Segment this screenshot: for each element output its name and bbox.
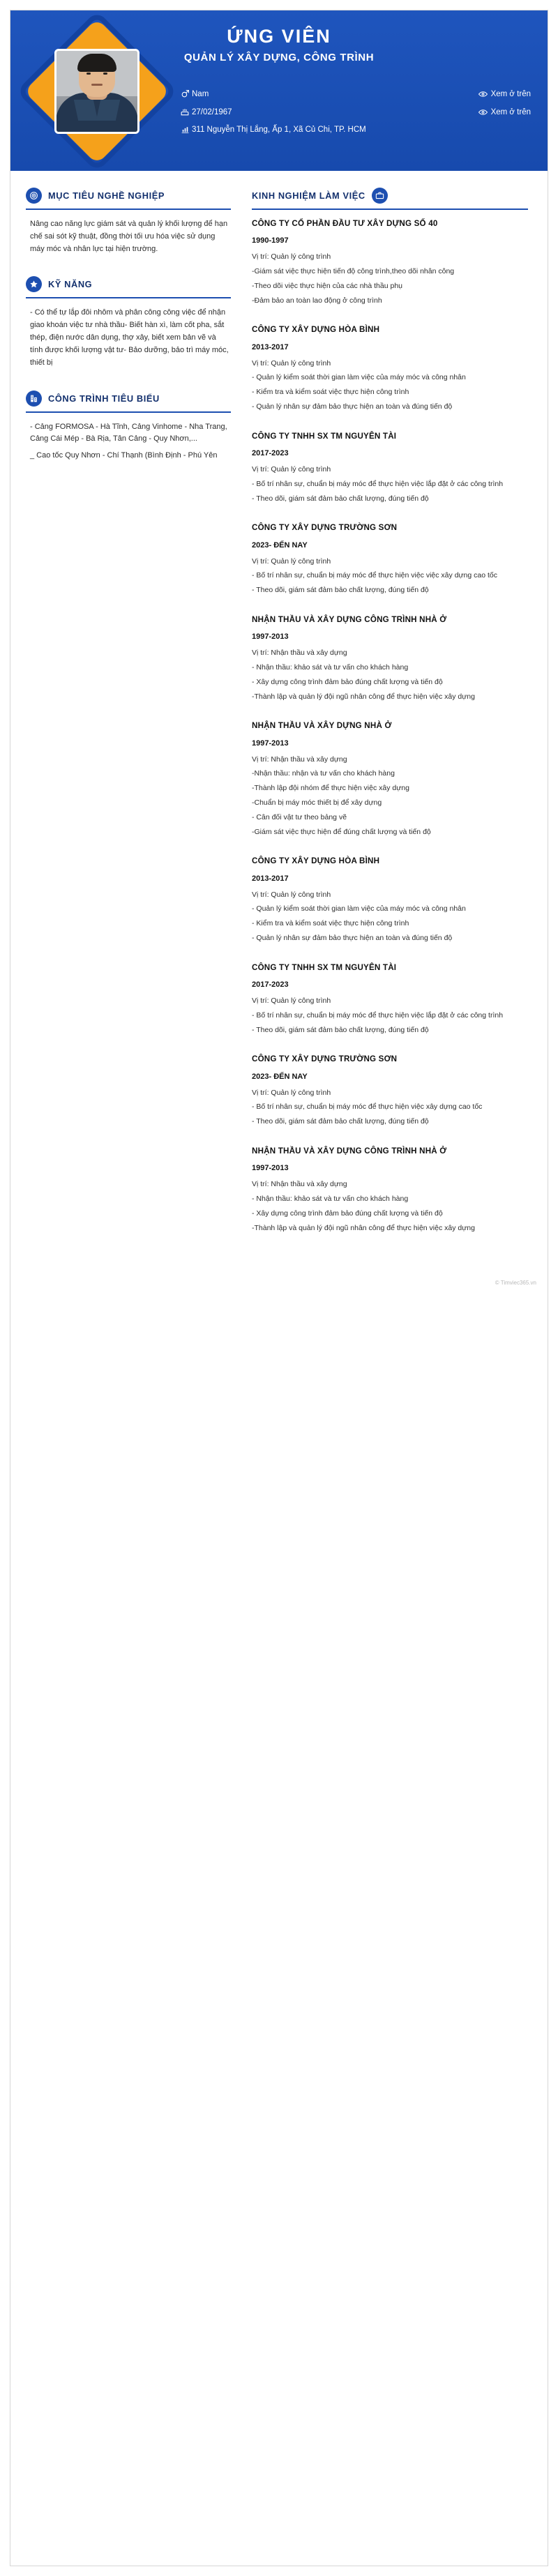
experience-item [252,962,528,1036]
job-company: CÔNG TY XÂY DỰNG TRƯỜNG SƠN [252,1054,398,1064]
contact-row-gender [178,89,531,100]
job-detail: Vị trí: Quản lý công trình [252,890,331,899]
job-detail: Vị trí: Quản lý công trình [252,252,331,262]
job-detail: - Bố trí nhân sự, chuẩn bị máy móc để thực hiện việc lắp đặt ở các công trình [252,1010,504,1020]
experience-item [252,1146,528,1234]
job-detail: Vị trí: Quản lý công trình [252,556,331,566]
experience-item [252,720,528,838]
job-detail: - Quản lý kiểm soát thời gian làm việc của máy móc và công nhân [252,373,466,382]
job-detail: - Kiểm tra và kiểm soát việc thực hiện công trình [252,388,409,397]
job-detail: - Theo dõi, giám sát đảm bảo chất lượng, đúng tiến độ [252,494,429,503]
job-detail: - Xây dựng công trình đảm bảo đúng chất lượng và tiến độ [252,1209,443,1218]
job-company: CÔNG TY XÂY DỰNG HÒA BÌNH [252,856,380,866]
job-period: 1997-2013 [252,632,289,642]
job-company: CÔNG TY XÂY DỰNG HÒA BÌNH [252,325,380,335]
job-detail: -Theo dõi việc thực hiện của các nhà thầu phụ [252,281,402,290]
job-detail: -Thành lập và quản lý đội ngũ nhân công để thực hiện việc xây dựng [252,1223,475,1232]
project-line: - Cảng FORMOSA - Hà Tĩnh, Cảng Vinhome - Nha Trang, Cảng Cái Mép - Bà Rịa, Tân Cảng - Quy Nhơn,... [30,422,227,444]
job-detail: - Quản lý kiểm soát thời gian làm việc của máy móc và công nhân [252,904,466,914]
job-detail: - Bố trí nhân sự, chuẩn bị máy móc để thực hiện việc xây dựng cao tốc [252,1103,483,1112]
job-detail: Vị trí: Nhận thầu và xây dựng [252,755,347,764]
job-period: 2013-2017 [252,874,289,883]
right-column [241,171,548,1280]
job-detail: Vị trí: Quản lý công trình [252,1088,331,1097]
section-career-objective [26,188,231,255]
job-period: 1997-2013 [252,738,289,748]
resume-sheet [10,10,548,2566]
contact-address-value: 311 Nguyễn Thị Lắng, Ấp 1, Xã Củ Chi, TP. HCM [192,126,366,135]
job-company: CÔNG TY TNHH SX TM NGUYÊN TÀI [252,431,397,441]
section-title-projects: CÔNG TRÌNH TIÊU BIỂU [48,393,160,404]
divider [26,297,231,298]
section-title-experience: KINH NGHIỆM LÀM VIỆC [252,190,365,201]
divider [26,209,231,210]
job-detail: -Giám sát việc thực hiện để đúng chất lượng và tiến độ [252,827,431,836]
job-company: NHẬN THẦU VÀ XÂY DỰNG NHÀ Ở [252,721,392,731]
job-company: NHẬN THẦU VÀ XÂY DỰNG CÔNG TRÌNH NHÀ Ở [252,1146,447,1156]
target-icon [26,188,42,204]
job-detail: Vị trí: Nhận thầu và xây dựng [252,1180,347,1189]
avatar [36,30,158,153]
contact-row-birthday [178,107,531,119]
reveal-gender-label: Xem ở trên [490,90,531,98]
job-company: NHẬN THẦU VÀ XÂY DỰNG CÔNG TRÌNH NHÀ Ở [252,615,447,625]
section-header [26,391,231,407]
contact-gender-value: Nam [192,90,209,98]
project-line: _ Cao tốc Quy Nhơn - Chí Thạnh (Bình Định - Phú Yên [30,451,218,460]
experience-item [252,324,528,412]
reveal-birthday-label: Xem ở trên [490,107,531,116]
job-detail: Vị trí: Quản lý công trình [252,465,331,474]
experience-item [252,431,528,505]
experience-item [252,856,528,944]
job-detail: - Theo dõi, giám sát đảm bảo chất lượng, đúng tiến độ [252,586,429,595]
section-title-objective: MỤC TIÊU NGHỀ NGHIỆP [48,190,165,201]
job-detail: - Kiểm tra và kiểm soát việc thực hiện công trình [252,919,409,928]
job-company: CÔNG TY XÂY DỰNG TRƯỜNG SƠN [252,523,398,533]
building-icon [26,391,42,407]
job-detail: - Theo dõi, giám sát đảm bảo chất lượng, đúng tiến độ [252,1025,429,1034]
job-detail: - Nhận thầu: khảo sát và tư vấn cho khách hàng [252,1195,409,1204]
section-featured-projects [26,391,231,462]
job-detail: -Đảm bảo an toàn lao động ở công trình [252,296,382,305]
section-skills [26,276,231,369]
section-header [26,188,231,204]
job-detail: -Chuẩn bị máy móc thiết bị để xây dựng [252,798,382,808]
contact-list [178,89,531,142]
job-detail: -Giám sát việc thực hiện tiến độ công trình,theo dõi nhân công [252,267,455,276]
job-period: 1990-1997 [252,236,289,245]
job-detail: Vị trí: Quản lý công trình [252,997,331,1006]
job-detail: -Nhận thầu: nhận và tư vấn cho khách hàng [252,769,395,778]
contact-row-address [178,124,531,136]
experience-item [252,522,528,596]
divider [26,411,231,413]
job-detail: - Bố trí nhân sự, chuẩn bị máy móc để thực hiện việc lắp đặt ở các công trình [252,479,504,488]
job-period: 2017-2023 [252,449,289,458]
job-detail: - Nhận thầu: khảo sát và tư vấn cho khách hàng [252,663,409,672]
footer-watermark: © Timviec365.vn [495,1280,536,1287]
job-period: 2023- ĐẾN NAY [252,1072,308,1081]
location-icon [178,125,192,135]
section-title-skills: KỸ NĂNG [48,279,93,290]
job-detail: - Cân đối vật tư theo bảng vẽ [252,812,347,821]
experience-item [252,218,528,306]
experience-item [252,614,528,702]
job-detail: - Quản lý nhân sự đảm bảo thực hiện an toàn và đúng tiến độ [252,934,453,943]
briefcase-icon [372,188,388,204]
job-company: CÔNG TY TNHH SX TM NGUYÊN TÀI [252,962,397,972]
job-period: 2013-2017 [252,342,289,351]
skills-text: - Có thể tự lắp đôi nhôm và phân công công việc để nhận giao khoán việc tư nhà thầu- Biết hàn xì, làm cốt pha, sắt thép, điện nước dân dụng, thợ xây, biết xem bản vẽ và tính được khối lượng vật tư- Bảo dưỡng, bảo trì máy móc, thiết bị [30,308,229,367]
left-column [10,171,241,511]
job-company: CÔNG TY CỔ PHẦN ĐẦU TƯ XÂY DỰNG SỐ 40 [252,219,438,228]
job-detail: - Xây dựng công trình đảm bảo đúng chất lượng và tiến độ [252,677,443,686]
contact-birthday-value: 27/02/1967 [192,107,232,116]
job-detail: - Bố trí nhân sự, chuẩn bị máy móc để thực hiện việc việc xây dựng cao tốc [252,571,498,580]
objective-text: Nâng cao năng lực giám sát và quản lý khối lượng để hạn chế sai sót kỹ thuật, đồng thời tối ưu hóa việc sử dụng máy móc và nhân lực tại hiện trường. [30,220,228,253]
reveal-birthday-button[interactable] [478,107,531,119]
job-detail: Vị trí: Quản lý công trình [252,358,331,368]
resume-body [10,171,548,1280]
job-period: 1997-2013 [252,1164,289,1173]
candidate-position: QUẢN LÝ XÂY DỰNG, CÔNG TRÌNH [183,52,375,63]
gender-icon [178,89,192,98]
resume-header [10,10,548,171]
section-header-experience [252,188,528,204]
experience-list [252,218,528,1234]
cake-icon [178,107,192,116]
section-header [26,276,231,292]
experience-item [252,1054,528,1128]
star-icon [26,276,42,292]
job-detail: -Thành lập đội nhóm để thực hiện việc xây dựng [252,784,409,793]
job-period: 2023- ĐẾN NAY [252,540,308,550]
job-detail: Vị trí: Nhận thầu và xây dựng [252,649,347,658]
job-period: 2017-2023 [252,980,289,990]
reveal-gender-button[interactable] [478,89,531,100]
divider [252,209,528,210]
job-detail: -Thành lập và quản lý đội ngũ nhân công để thực hiện việc xây dựng [252,692,475,701]
candidate-photo [54,49,140,134]
job-detail: - Theo dõi, giám sát đảm bảo chất lượng, đúng tiến độ [252,1117,429,1126]
candidate-title: ỨNG VIÊN [227,26,331,47]
job-detail: - Quản lý nhân sự đảm bảo thực hiện an toàn và đúng tiến độ [252,402,453,411]
